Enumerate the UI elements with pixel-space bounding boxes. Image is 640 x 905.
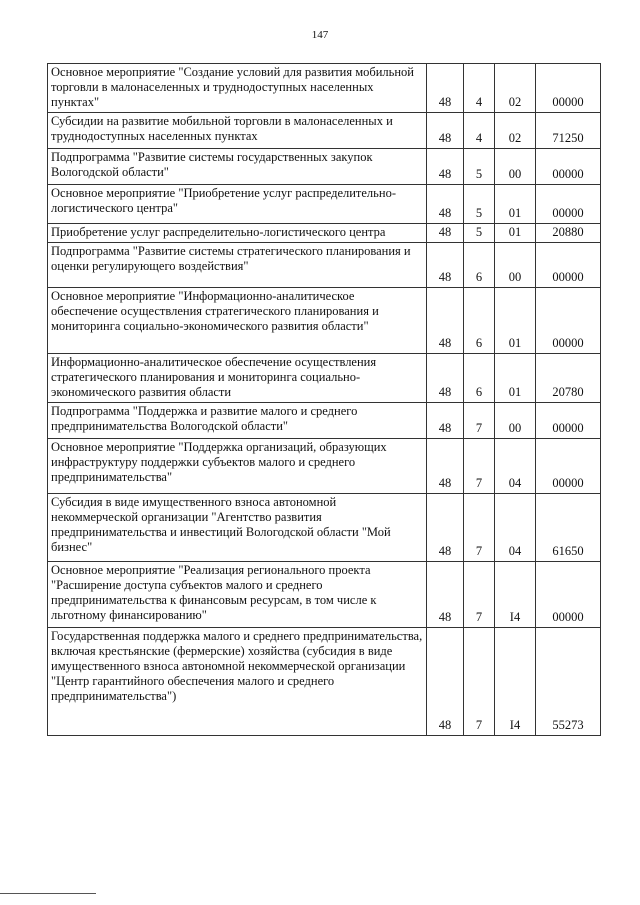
code-column-1: 48 — [427, 149, 464, 185]
code-column-1: 48 — [427, 628, 464, 736]
code-column-4: 20880 — [536, 224, 601, 243]
code-column-3: 02 — [495, 113, 536, 149]
table-row — [48, 494, 601, 562]
page-number: 147 — [311, 29, 329, 41]
table-row — [48, 149, 601, 185]
code-column-2: 7 — [464, 439, 495, 494]
code-column-4: 71250 — [536, 113, 601, 149]
row-description: Приобретение услуг распределительно-логистического центра — [48, 224, 427, 243]
code-column-3: I4 — [495, 628, 536, 736]
code-column-3: 01 — [495, 288, 536, 354]
code-column-1: 48 — [427, 185, 464, 224]
row-description: Информационно-аналитическое обеспечение осуществления стратегического планирования и мониторинга социально-экономического развития области — [48, 354, 427, 403]
code-column-4: 61650 — [536, 494, 601, 562]
code-column-2: 7 — [464, 562, 495, 628]
table-row — [48, 64, 601, 113]
row-description: Основное мероприятие "Информационно-аналитическое обеспечение осуществления стратегического планирования и мониторинга социально-экономического развития области" — [48, 288, 427, 354]
code-column-4: 00000 — [536, 439, 601, 494]
code-column-3: 04 — [495, 494, 536, 562]
table-row — [48, 628, 601, 736]
code-column-3: 00 — [495, 149, 536, 185]
code-column-3: I4 — [495, 562, 536, 628]
code-column-1: 48 — [427, 64, 464, 113]
code-column-1: 48 — [427, 224, 464, 243]
table-row — [48, 439, 601, 494]
table-row — [48, 113, 601, 149]
code-column-4: 00000 — [536, 288, 601, 354]
row-description: Основное мероприятие "Поддержка организаций, образующих инфраструктуру поддержки субъектов малого и среднего предпринимательства" — [48, 439, 427, 494]
code-column-4: 00000 — [536, 562, 601, 628]
footer-rule — [0, 893, 96, 894]
code-column-2: 7 — [464, 494, 495, 562]
code-column-4: 00000 — [536, 403, 601, 439]
code-column-2: 6 — [464, 354, 495, 403]
code-column-4: 00000 — [536, 185, 601, 224]
table-row — [48, 562, 601, 628]
code-column-1: 48 — [427, 494, 464, 562]
code-column-2: 5 — [464, 149, 495, 185]
code-column-4: 20780 — [536, 354, 601, 403]
code-column-2: 5 — [464, 224, 495, 243]
code-column-2: 6 — [464, 243, 495, 288]
code-column-3: 00 — [495, 243, 536, 288]
code-column-3: 02 — [495, 64, 536, 113]
row-description: Субсидии на развитие мобильной торговли в малонаселенных и труднодоступных населенных пунктах — [48, 113, 427, 149]
code-column-3: 01 — [495, 354, 536, 403]
code-column-2: 7 — [464, 628, 495, 736]
code-column-2: 5 — [464, 185, 495, 224]
row-description: Подпрограмма "Развитие системы государственных закупок Вологодской области" — [48, 149, 427, 185]
code-column-3: 00 — [495, 403, 536, 439]
code-column-1: 48 — [427, 562, 464, 628]
code-column-2: 4 — [464, 113, 495, 149]
code-column-4: 00000 — [536, 64, 601, 113]
row-description: Подпрограмма "Поддержка и развитие малого и среднего предпринимательства Вологодской области" — [48, 403, 427, 439]
table-body — [48, 64, 601, 736]
row-description: Основное мероприятие "Создание условий для развития мобильной торговли в малонаселенных и труднодоступных населенных пунктах" — [48, 64, 427, 113]
code-column-2: 4 — [464, 64, 495, 113]
code-column-1: 48 — [427, 288, 464, 354]
table-row — [48, 185, 601, 224]
row-description: Государственная поддержка малого и среднего предпринимательства, включая крестьянские (фермерские) хозяйства (субсидия в виде имущественного взноса автономной некоммерческой организации "Центр гарантийного обеспечения малого и среднего предпринимательства") — [48, 628, 427, 736]
table-row — [48, 243, 601, 288]
code-column-4: 55273 — [536, 628, 601, 736]
code-column-1: 48 — [427, 403, 464, 439]
table-row — [48, 403, 601, 439]
code-column-1: 48 — [427, 243, 464, 288]
code-column-1: 48 — [427, 354, 464, 403]
table-row — [48, 288, 601, 354]
row-description: Подпрограмма "Развитие системы стратегического планирования и оценки регулирующего воздействия" — [48, 243, 427, 288]
code-column-4: 00000 — [536, 243, 601, 288]
code-column-3: 01 — [495, 185, 536, 224]
row-description: Основное мероприятие "Реализация регионального проекта "Расширение доступа субъектов малого и среднего предпринимательства к финансовым ресурсам, в том числе к льготному финансированию" — [48, 562, 427, 628]
row-description: Субсидия в виде имущественного взноса автономной некоммерческой организации "Агентство развития предпринимательства и инвестиций Вологодской области "Мой бизнес" — [48, 494, 427, 562]
code-column-4: 00000 — [536, 149, 601, 185]
row-description: Основное мероприятие "Приобретение услуг распределительно-логистического центра" — [48, 185, 427, 224]
code-column-2: 6 — [464, 288, 495, 354]
table-row — [48, 224, 601, 243]
code-column-3: 01 — [495, 224, 536, 243]
code-column-1: 48 — [427, 113, 464, 149]
code-column-1: 48 — [427, 439, 464, 494]
budget-classification-table — [47, 63, 601, 736]
table-row — [48, 354, 601, 403]
code-column-2: 7 — [464, 403, 495, 439]
code-column-3: 04 — [495, 439, 536, 494]
